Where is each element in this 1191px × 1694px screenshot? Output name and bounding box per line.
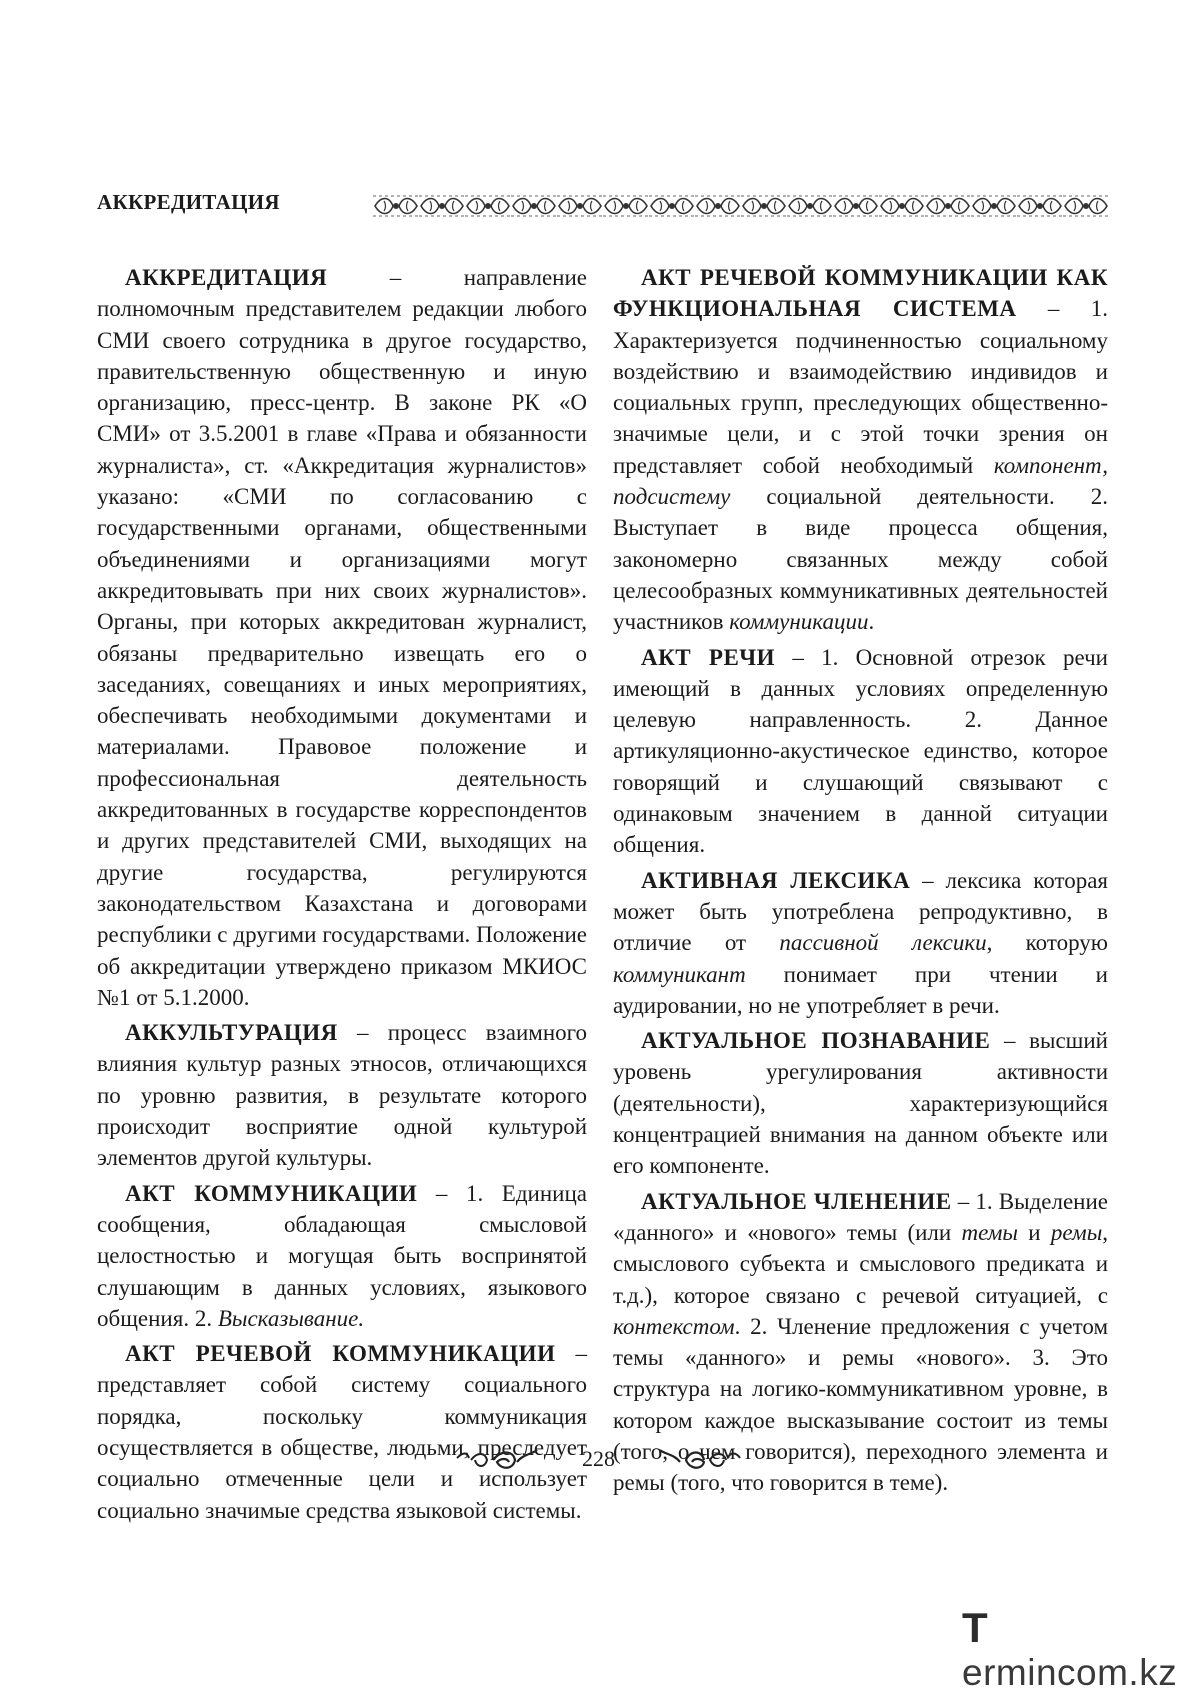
entry-definition: – представляет собой систему социального порядка, поскольку коммуникация осуществляется в обществе, людьми, преследует социально отмеченные цели и использует социально значимые средства языковой системы. [97, 1341, 588, 1523]
entry-term: АКТ РЕЧИ [641, 644, 776, 670]
entry-definition: – процесс взаимного влияния культур разных этносов, отличающихся по уровню развития, в результате которого происходит восприятие одной культурой элементов другой культуры. [97, 1020, 587, 1171]
entry-definition: социальной деятельности. 2. Выступает в виде процесса общения, закономерно связанных между собой целесообразных коммуникативных деятельностей участников [613, 484, 1108, 635]
dictionary-entry [97, 1178, 587, 1334]
entry-term: АКТУАЛЬНОЕ ЧЛЕНЕНИЕ [641, 1188, 952, 1214]
entry-definition: – 1. Основной отрезок речи имеющий в данных условиях определенную целевую направленность. 2. Данное артикуляционно-акустическое единство, которое говорящий и слушающий связывают с одинаковым значением в данной ситуации общения. [613, 644, 1108, 858]
entry-crossref: ремы [1050, 1219, 1103, 1245]
dictionary-entry [613, 262, 1108, 638]
entry-definition: понимает при чтении и аудировании, но не употребляет в речи. [613, 961, 1108, 1018]
dictionary-entry [97, 1017, 587, 1173]
entry-definition: , смыслового субъекта и смыслового предиката и т.д.), которое связано с речевой ситуацией, с [613, 1219, 1109, 1308]
entry-term: АККУЛЬТУРАЦИЯ [125, 1020, 338, 1046]
site-watermark [962, 1604, 1191, 1694]
entry-definition: , которую [986, 930, 1108, 956]
entry-definition: и [1018, 1219, 1051, 1245]
entry-term: АКТИВНАЯ ЛЕКСИКА [641, 867, 911, 893]
header-ornament-band [373, 192, 1109, 220]
entry-crossref: Высказывание. [217, 1305, 365, 1331]
entry-definition: . [868, 609, 875, 635]
entry-definition: – высший уровень урегулирования активности (деятельности), характеризующийся концентрацией внимания на данном объекте или его компоненте. [613, 1028, 1108, 1179]
entry-term: АКТ РЕЧЕВОЙ КОММУНИКАЦИИ [125, 1341, 556, 1367]
dictionary-entry [97, 1338, 587, 1526]
entry-definition: – направление полномочным представителем редакции любого СМИ своего сотрудника в другое государство, правительственную общественную и иную организацию, пресс-центр. В законе РК «О СМИ» от 3.5.2001 в главе «Права и обязанности журналиста», ст. «Аккредитация журналистов» указано: «СМИ по согласованию с государственными органами, общественными объединениями и организациями могут аккредитовывать при них своих журналистов». Органы, при которых аккредитован журналист, обязаны предварительно извещать его о заседаниях, совещаниях и иных мероприятиях, обеспечивать необходимыми документами и материалами. Правовое положение и профессиональная деятельность аккредитованных в государстве корреспондентов и других представителей СМИ, выходящих на другие государства, регулируются законодательством Казахстана и договорами республики с другими государствами. Положение об аккредитации утверждено приказом МКИОС №1 от 5.1.2000. [97, 265, 587, 1010]
watermark-logo-t-icon: T [962, 1604, 989, 1651]
entry-term: АККРЕДИТАЦИЯ [125, 265, 328, 290]
running-head-title: АККРЕДИТАЦИЯ [97, 190, 280, 214]
entry-crossref: коммуникант [613, 961, 746, 987]
entry-crossref: темы [961, 1219, 1018, 1245]
dictionary-entry [613, 1025, 1108, 1181]
entry-crossref: компонент, подсистему [613, 452, 1108, 510]
right-column [613, 262, 1108, 1499]
entry-definition: – 1. Характеризуется подчиненностью социальному воздействию и взаимодействию индивидов и социальных групп, преследующих общественно-значимые цели, и с этой точки зрения он представляет собой необходимый [613, 296, 1109, 478]
entry-definition: – 1. Единица сообщения, обладающая смысловой целостностью и могущая быть воспринятой слушающим в данных условиях, языкового общения. 2. [97, 1180, 587, 1331]
dictionary-entry [613, 865, 1108, 1021]
entry-term: АКТ КОММУНИКАЦИИ [125, 1180, 418, 1206]
watermark-visible-text: ermincom.kz [962, 1652, 1178, 1693]
left-column [97, 262, 587, 1526]
entry-crossref: контекстом [613, 1313, 735, 1339]
entry-crossref: пассивной лексики [779, 930, 987, 956]
footer-ornament-left [453, 1448, 539, 1472]
dictionary-entry [613, 642, 1108, 861]
entry-definition: . 2. Членение предложения с учетом темы «данного» и ремы «нового». 3. Это структура на логико-коммуникативном уровне, в котором каждое высказывание состоит из темы (того, о чем говорится), переходного элемента и ремы (того, что говорится в теме). [613, 1313, 1108, 1496]
entry-definition: – 1. Выделение «данного» и «нового» темы (или [613, 1188, 1108, 1245]
entry-definition: – лексика которая может быть употреблена репродуктивно, в отличие от [613, 867, 1108, 956]
entry-crossref: коммуникации [729, 609, 869, 635]
dictionary-entry [97, 262, 587, 1013]
entry-term: АКТ РЕЧЕВОЙ КОММУНИКАЦИИ КАК ФУНКЦИОНАЛЬНАЯ СИСТЕМА [613, 265, 1108, 322]
footer-ornament-right [658, 1448, 744, 1472]
page-number: 228 [582, 1446, 615, 1471]
entry-term: АКТУАЛЬНОЕ ПОЗНАВАНИЕ [641, 1028, 991, 1054]
